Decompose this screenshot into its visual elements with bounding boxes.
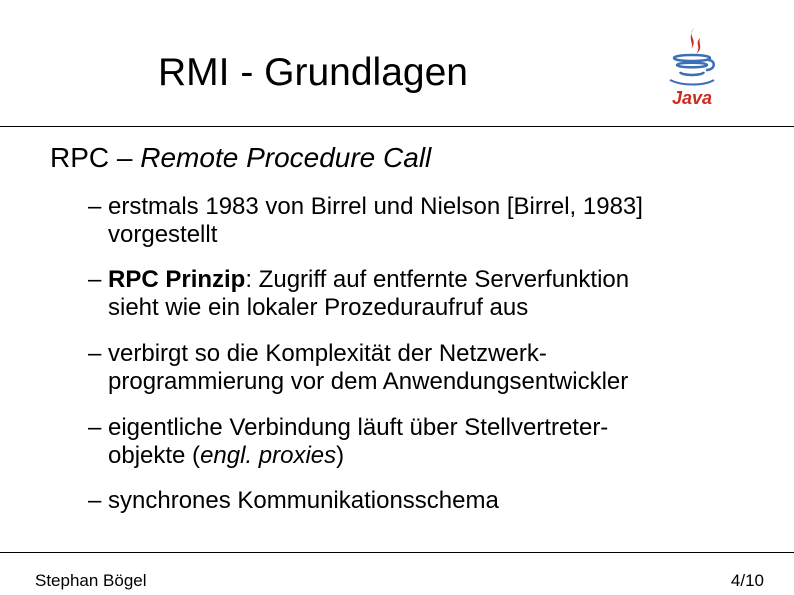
bullet-dash: – — [88, 414, 102, 441]
footer-divider — [0, 552, 794, 553]
bullet-text-line1: erstmals 1983 von Birrel und Nielson [Birrel, 1983] — [108, 193, 643, 220]
bullet-dash: – — [88, 193, 102, 220]
section-heading — [50, 140, 431, 176]
bullet-text-line1: eigentliche Verbindung läuft über Stellvertreter- — [108, 414, 609, 441]
page-number: 4/10 — [730, 571, 764, 590]
header-divider — [0, 126, 794, 127]
bullet-text-line1: synchrones Kommunikationsschema — [108, 487, 499, 514]
bullet-text-line1: : Zugriff auf entfernte Serverfunktion — [245, 266, 630, 293]
bullet-text-line2: programmierung vor dem Anwendungsentwickler — [108, 368, 629, 395]
bullet-bold-term: RPC Prinzip — [108, 266, 246, 293]
heading-emphasis: Remote Procedure Call — [140, 142, 432, 173]
slide-title: RMI - Grundlagen — [158, 51, 468, 94]
bullet-dash: – — [88, 487, 102, 514]
bullet-dash: – — [88, 266, 102, 293]
bullet-text-line2-em: engl. proxies — [200, 442, 337, 469]
footer-author: Stephan Bögel — [35, 571, 147, 590]
bullet-text-line1: verbirgt so die Komplexität der Netzwerk- — [108, 340, 547, 367]
bullet-text-line2: sieht wie ein lokaler Prozeduraufruf aus — [108, 294, 529, 321]
java-logo-text: Java — [671, 88, 713, 108]
bullet-text-line2-post: ) — [336, 442, 345, 469]
bullet-text-line2: vorgestellt — [108, 221, 218, 248]
bullet-dash: – — [88, 340, 102, 367]
bullet-text-line2-pre: objekte ( — [108, 442, 201, 469]
java-logo-icon — [664, 24, 720, 108]
heading-prefix: RPC – — [50, 142, 141, 173]
